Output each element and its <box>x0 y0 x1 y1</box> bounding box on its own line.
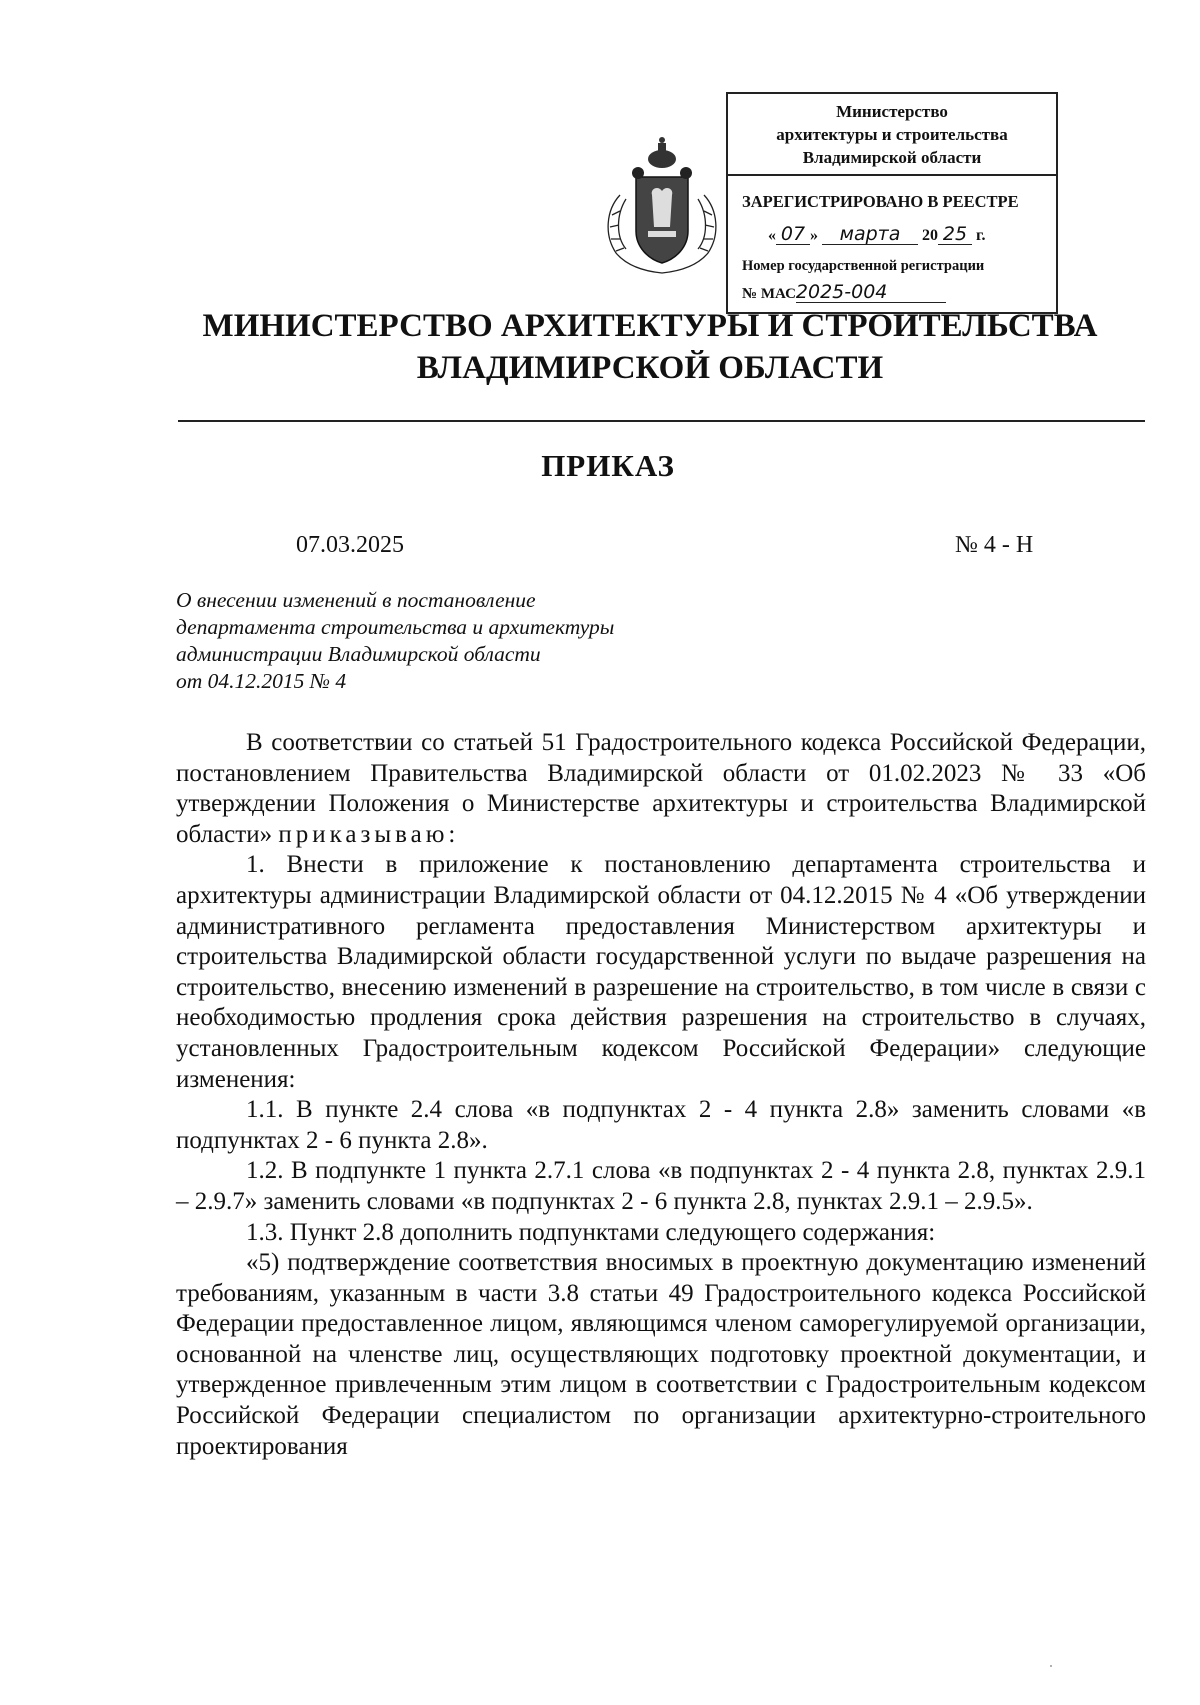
ministry-title-line1: МИНИСТЕРСТВО АРХИТЕКТУРЫ И СТРОИТЕЛЬСТВА <box>202 308 1098 344</box>
preamble-text: В соответствии со статьей 51 Градостроительного кодекса Российской Федерации, постановлением Правительства Владимирской области от 01.02.2023 № 33 «Об утверждении Положения о Министерстве архитектуры и строительства Владимирской области» <box>176 729 1146 848</box>
document-number: № 4 - Н <box>955 532 1034 558</box>
stamp-year-unit: г. <box>976 227 986 244</box>
coat-of-arms-icon <box>598 135 726 275</box>
subject-line4: от 04.12.2015 № 4 <box>176 669 347 693</box>
item-1-3: 1.3. Пункт 2.8 дополнить подпунктами следующего содержания: <box>246 1218 936 1246</box>
stamp-year-suffix: 25 <box>938 224 972 245</box>
header-divider <box>178 420 1145 422</box>
registration-stamp <box>726 92 1058 314</box>
ministry-title-line2: ВЛАДИМИРСКОЙ ОБЛАСТИ <box>416 350 884 386</box>
stamp-organization <box>728 94 1056 176</box>
document-date: 07.03.2025 <box>296 532 404 558</box>
stamp-reg-number-value: 2025-004 <box>796 282 946 303</box>
subject-line1: О внесении изменений в постановление <box>176 588 536 612</box>
order-word: приказываю: <box>278 820 460 848</box>
stamp-reg-number-prefix: № МАС <box>742 286 796 302</box>
stamp-reg-number-label: Номер государственной регистрации <box>742 258 985 274</box>
stamp-day: 07 <box>776 224 810 245</box>
document-body <box>176 728 1146 1462</box>
stamp-org-line1: Министерство <box>836 102 948 121</box>
document-type: ПРИКАЗ <box>541 448 675 483</box>
stamp-date: « 07 » марта 20 25 г. <box>768 223 986 245</box>
stamp-registered: ЗАРЕГИСТРИРОВАНО В РЕЕСТРЕ <box>742 192 1019 211</box>
stamp-reg-number <box>742 282 946 304</box>
stamp-org-line3: Владимирской области <box>802 148 982 167</box>
item-1: 1. Внести в приложение к постановлению департамента строительства и архитектуры администрации Владимирской области от 04.12.2015 № 4 «Об утверждении административного регламента предоставления Министерством архитектуры и строительства Владимирской области государственной услуги по выдаче разрешения на строительство, внесению изменений в разрешение на строительство, в том числе в связи с необходимостью продления срока действия разрешения на строительство в случаях, установленных Градостроительным кодексом Российской Федерации» следующие изменения: <box>176 851 1146 1093</box>
item-1-1: 1.1. В пункте 2.4 слова «в подпунктах 2 - 4 пункта 2.8» заменить словами «в подпунктах 2 - 6 пункта 2.8». <box>176 1096 1146 1154</box>
preamble-paragraph <box>176 728 1146 850</box>
item-1-2: 1.2. В подпункте 1 пункта 2.7.1 слова «в подпунктах 2 - 4 пункта 2.8, пунктах 2.9.1 – 2.9.7» заменить словами «в подпунктах 2 - 6 пункта 2.8, пунктах 2.9.1 – 2.9.5». <box>176 1157 1146 1215</box>
document-subject <box>176 587 736 695</box>
ministry-title <box>170 305 1130 389</box>
item-5: «5) подтверждение соответствия вносимых в проектную документацию изменений требованиям, указанным в части 3.8 статьи 49 Градостроительного кодекса Российской Федерации предоставленное лицом, являющимся членом саморегулируемой организации, основанной на членстве лиц, осуществляющих подготовку проектной документации, и утвержденное привлеченным этим лицом в соответствии с Градостроительным кодексом Российской Федерации специалистом по организации архитектурно-строительного проектирования <box>176 1249 1146 1460</box>
stamp-org-line2: архитектуры и строительства <box>776 125 1008 144</box>
subject-line3: администрации Владимирской области <box>176 642 541 666</box>
stamp-month: марта <box>822 224 918 245</box>
stamp-year-prefix: 20 <box>922 227 938 244</box>
scan-speck <box>1050 1665 1052 1667</box>
subject-line2: департамента строительства и архитектуры <box>176 615 615 639</box>
